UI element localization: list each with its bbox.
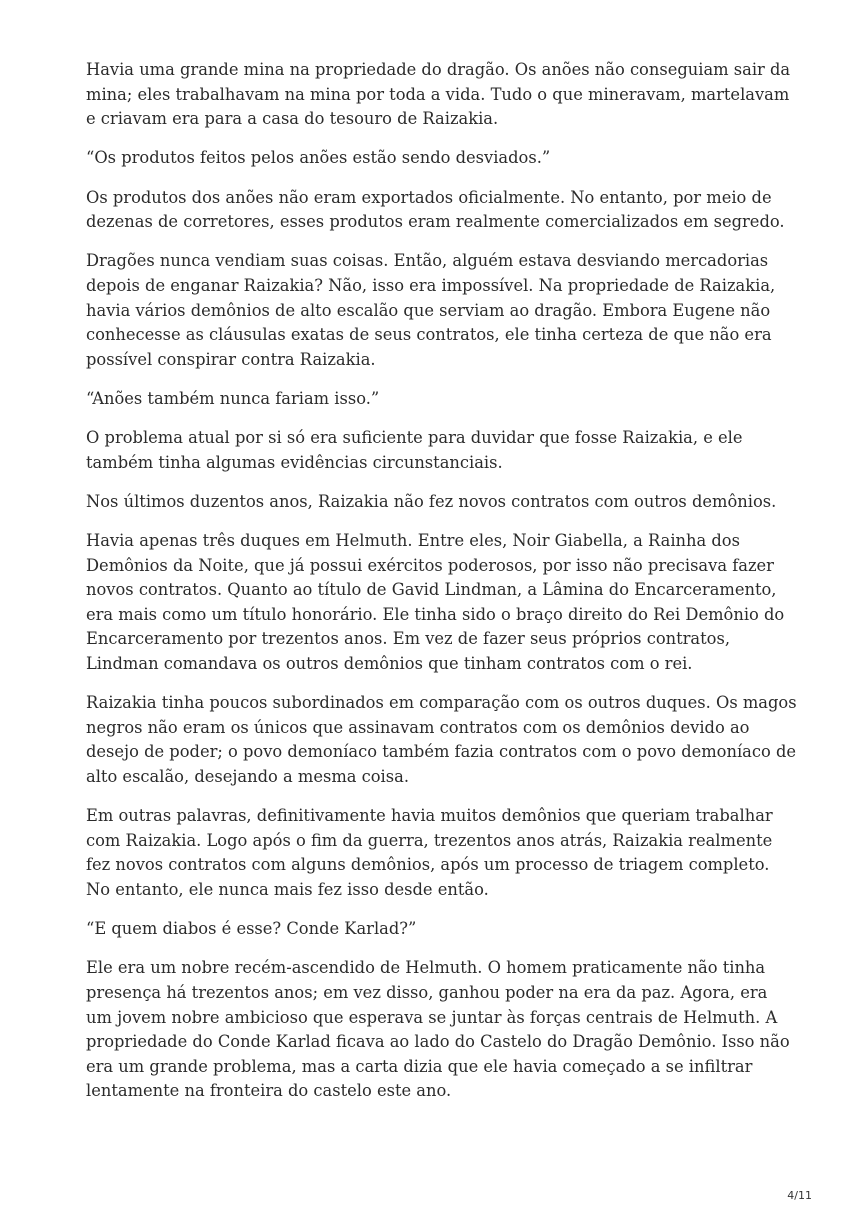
paragraph-7: Nos últimos duzentos anos, Raizakia não fez novos contratos com outros demônios. <box>86 491 777 511</box>
paragraph-6: O problema atual por si só era suficiente para duvidar que fosse Raizakia, e ele também tinha algumas evidências circunstanciais. <box>86 428 743 472</box>
paragraph-8: Havia apenas três duques em Helmuth. Entre eles, Noir Giabella, a Rainha dos Demônios da Noite, que já possui exércitos poderosos, por isso não precisava fazer novos contratos. Quanto ao título de Gavid Lindman, a Lâmina do Encarceramento, era mais como um título honorário. Ele tinha sido o braço direito do Rei Demônio do Encarceramento por trezentos anos. Em vez de fazer seus próprios contratos, Lindman comandava os outros demônios que tinham contratos com o rei. <box>86 531 785 674</box>
paragraph-2-quote: “Os produtos feitos pelos anões estão sendo desviados.” <box>86 148 551 168</box>
paragraph-9: Raizakia tinha poucos subordinados em comparação com os outros duques. Os magos negros não eram os únicos que assinavam contratos com os demônios devido ao desejo de poder; o povo demoníaco também fazia contratos com o povo demoníaco de alto escalão, desejando a mesma coisa. <box>86 693 797 786</box>
paragraph-3: Os produtos dos anões não eram exportados oficialmente. No entanto, por meio de dezenas de corretores, esses produtos eram realmente comercializados em segredo. <box>86 187 785 232</box>
document-body <box>86 58 798 1119</box>
paragraph-4: Dragões nunca vendiam suas coisas. Então, alguém estava desviando mercadorias depois de enganar Raizakia? Não, isso era impossível. Na propriedade de Raizakia, havia vários demônios de alto escalão que serviam ao dragão. Embora Eugene não conhecesse as cláusulas exatas de seus contratos, ele tinha certeza de que não era possível conspirar contra Raizakia. <box>86 251 776 369</box>
paragraph-12: Ele era um nobre recém-ascendido de Helmuth. O homem praticamente não tinha presença há trezentos anos; em vez disso, ganhou poder na era da paz. Agora, era um jovem nobre ambicioso que esperava se juntar às forças centrais de Helmuth. A propriedade do Conde Karlad ficava ao lado do Castelo do Dragão Demônio. Isso não era um grande problema, mas a carta dizia que ele havia começado a se infiltrar lentamente na fronteira do castelo este ano. <box>86 958 790 1101</box>
paragraph-5-quote: “Anões também nunca fariam isso.” <box>86 388 380 408</box>
paragraph-1: Havia uma grande mina na propriedade do dragão. Os anões não conseguiam sair da mina; eles trabalhavam na mina por toda a vida. Tudo o que mineravam, martelavam e criavam era para a casa do tesouro de Raizakia. <box>86 60 791 129</box>
page-number: 4/11 <box>787 1189 812 1202</box>
paragraph-10: Em outras palavras, definitivamente havia muitos demônios que queriam trabalhar com Raizakia. Logo após o fim da guerra, trezentos anos atrás, Raizakia realmente fez novos contratos com alguns demônios, após um processo de triagem completo. No entanto, ele nunca mais fez isso desde então. <box>86 806 773 899</box>
paragraph-11-quote: “E quem diabos é esse? Conde Karlad?” <box>86 919 417 939</box>
